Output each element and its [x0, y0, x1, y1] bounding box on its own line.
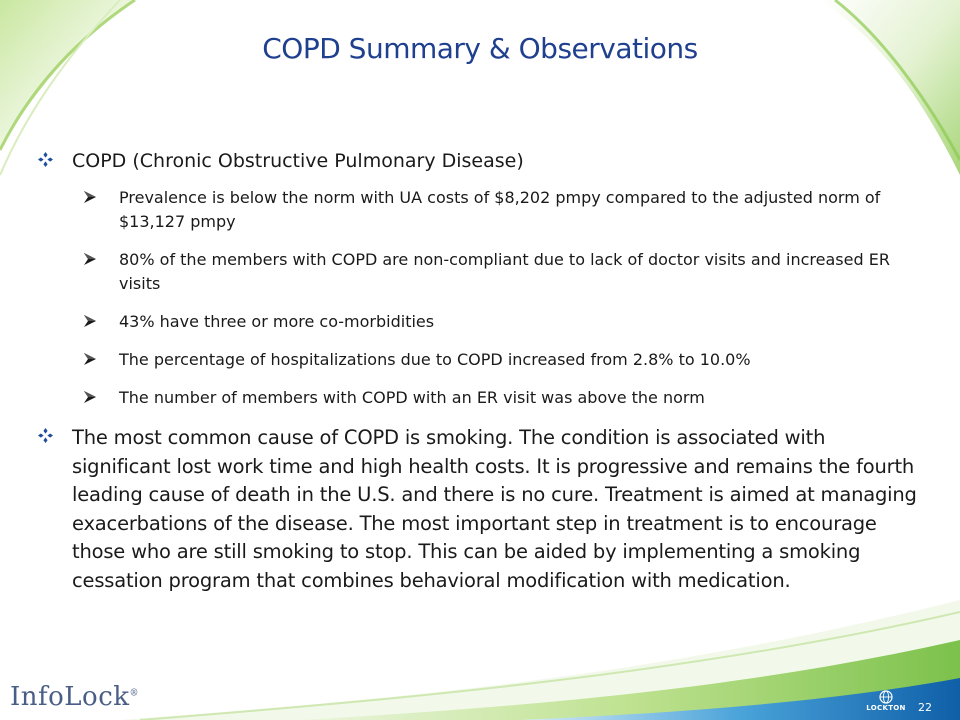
infolock-logo-text: InfoLock [10, 682, 130, 712]
sub-bullet-list [83, 186, 918, 410]
arrowhead-bullet-icon [83, 386, 119, 408]
lockton-globe-icon [858, 690, 914, 716]
main-bullet [38, 148, 918, 174]
sub-bullet-text: The number of members with COPD with an ER visit was above the norm [119, 388, 705, 407]
sub-bullet [83, 386, 918, 410]
lockton-logo [858, 690, 914, 716]
infolock-logo [10, 682, 139, 712]
four-diamond-bullet-icon [38, 424, 72, 447]
bullet-list [38, 148, 918, 595]
page-number: 22 [918, 701, 932, 714]
sub-bullet-text: Prevalence is below the norm with UA costs of $8,202 pmpy compared to the adjusted norm of $13,127 pmpy [119, 188, 881, 231]
sub-bullet-text: 80% of the members with COPD are non-compliant due to lack of doctor visits and increased ER visits [119, 250, 890, 293]
arrowhead-bullet-icon [83, 186, 119, 208]
paragraph-text: The most common cause of COPD is smoking. The condition is associated with significant lost work time and high health costs. It is progressive and remains the fourth leading cause of death in the U.S. and there is no cure. Treatment is aimed at managing exacerbations of the disease. The most important step in treatment is to encourage those who are still smoking to stop. This can be aided by implementing a smoking cessation program that combines behavioral modification with medication. [72, 426, 917, 592]
main-bullet-text: COPD (Chronic Obstructive Pulmonary Disease) [72, 150, 524, 172]
main-bullet-paragraph [38, 424, 918, 595]
sub-bullet [83, 186, 918, 234]
arrowhead-bullet-icon [83, 310, 119, 332]
slide-title: COPD Summary & Observations [262, 32, 698, 65]
registered-mark: ® [129, 688, 140, 699]
sub-bullet [83, 248, 918, 296]
sub-bullet [83, 348, 918, 372]
four-diamond-bullet-icon [38, 148, 72, 171]
sub-bullet [83, 310, 918, 334]
arrowhead-bullet-icon [83, 348, 119, 370]
arrowhead-bullet-icon [83, 248, 119, 270]
lockton-logo-text: LOCKTON [866, 704, 906, 712]
sub-bullet-text: The percentage of hospitalizations due to COPD increased from 2.8% to 10.0% [119, 350, 751, 369]
sub-bullet-text: 43% have three or more co-morbidities [119, 312, 435, 331]
